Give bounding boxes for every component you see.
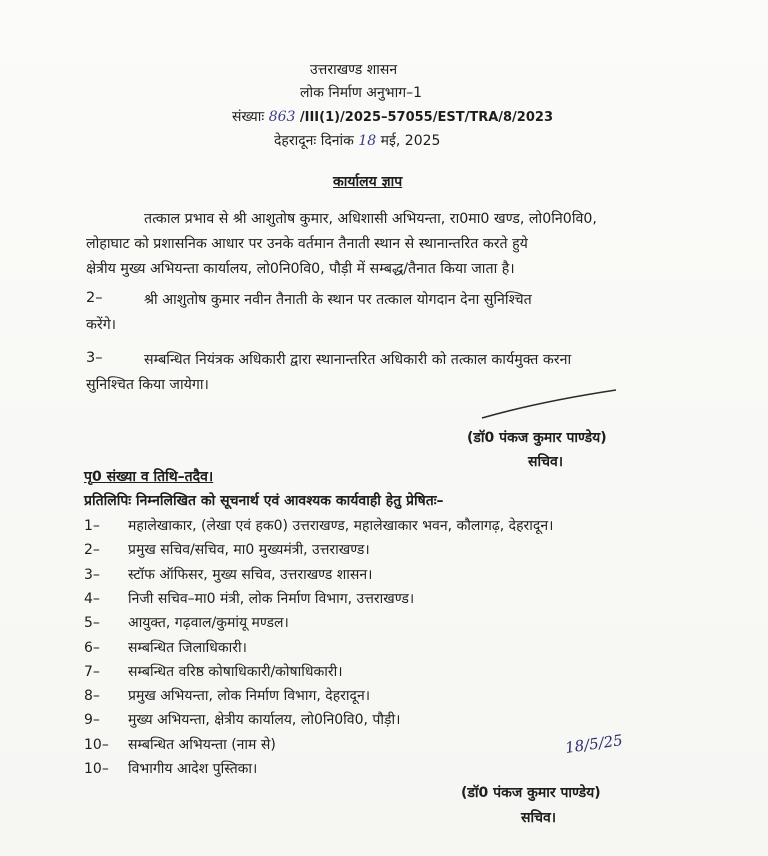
list-item-text: आयुक्त, गढ़वाल/कुमांयू मण्डल। [128, 615, 289, 632]
signatory-designation: सचिव। [521, 810, 557, 826]
list-item-number: 4– [84, 590, 100, 607]
paragraph-1-line: क्षेत्रीय मुख्य अभियन्ता कार्यालय, लो0नि0वि0, पौड़ी में सम्बद्ध/तैनात किया जाता है। [86, 261, 515, 277]
list-item [84, 565, 372, 584]
endorsement-reference: पृ0 संख्या व तिथि–तदैव। [84, 469, 214, 485]
signatory-designation: सचिव। [528, 454, 564, 470]
paragraph-1-line: तत्काल प्रभाव से श्री आशुतोष कुमार, अधिशासी अभियन्ता, रा0मा0 खण्ड, लो0नि0वि0, [144, 211, 597, 227]
paragraph-2-line: श्री आशुतोष कुमार नवीन तैनाती के स्थान पर तत्काल योगदान देना सुनिश्चित [144, 292, 532, 308]
list-item-text: सम्बन्धित वरिष्ठ कोषाधिकारी/कोषाधिकारी। [128, 663, 343, 680]
list-item-text: प्रमुख सचिव/सचिव, मा0 मुख्यमंत्री, उत्तराखण्ड। [128, 542, 370, 559]
list-item-number: 9– [84, 712, 100, 729]
date-handwritten: 18 [358, 133, 377, 149]
list-item [84, 662, 343, 681]
paragraph-2-line: करेंगे। [86, 317, 117, 333]
govt-heading: उत्तराखण्ड शासन [310, 62, 398, 78]
list-item [84, 735, 276, 754]
paragraph-2-number: 2– [86, 290, 103, 306]
list-item-text: प्रमुख अभियन्ता, लोक निर्माण विभाग, देहरादून। [128, 688, 371, 705]
paragraph-3-line: सम्बन्धित नियंत्रक अधिकारी द्वारा स्थानान्तरित अधिकारी को तत्काल कार्यमुक्त करना [144, 352, 572, 368]
list-item-number: 3– [84, 566, 100, 583]
list-item [84, 613, 289, 632]
list-item-number: 7– [84, 663, 100, 680]
list-item-number: 10– [84, 761, 109, 777]
page-title: कार्यालय ज्ञाप [333, 174, 403, 190]
list-item [84, 589, 414, 608]
number-handwritten: 863 [268, 109, 296, 125]
list-item [84, 638, 247, 657]
signatory-name: (डॉ0 पंकज कुमार पाण्डेय) [461, 785, 601, 801]
list-item [84, 516, 553, 535]
list-item-text: महालेखाकार, (लेखा एवं हक0) उत्तराखण्ड, महालेखाकार भवन, कौलागढ़, देहरादून। [128, 518, 554, 534]
list-item [84, 710, 400, 729]
list-item-number: 10– [84, 736, 109, 753]
list-item-number: 5– [84, 615, 100, 632]
list-item [84, 540, 370, 559]
paragraph-2 [86, 288, 532, 338]
section-heading: लोक निर्माण अनुभाग–1 [300, 85, 423, 101]
list-item-number: 6– [84, 639, 100, 656]
list-item-number: 8– [84, 688, 100, 705]
list-item-text: सम्बन्धित जिलाधिकारी। [128, 639, 247, 656]
list-item-text: सम्बन्धित अभियन्ता (नाम से) [128, 736, 276, 753]
paragraph-1 [86, 207, 597, 282]
number-label: संख्याः [232, 109, 265, 125]
paragraph-3-number: 3– [86, 350, 103, 366]
list-item [84, 686, 370, 705]
paragraph-3-line: सुनिश्चित किया जायेगा। [86, 377, 209, 393]
list-item-number: 1– [84, 518, 100, 534]
number-reference: /III(1)/2025–57055/EST/TRA/8/2023 [299, 110, 553, 125]
date-label: देहरादूनः दिनांक [274, 133, 354, 149]
list-item-text: निजी सचिव–मा0 मंत्री, लोक निर्माण विभाग, उत्तराखण्ड। [128, 590, 415, 607]
list-item [84, 759, 257, 778]
handwritten-initials-date: 18/5/25 [564, 731, 624, 757]
list-item-text: स्टॉफ ऑफिसर, मुख्य सचिव, उत्तराखण्ड शासन। [128, 566, 373, 583]
order-number [232, 107, 553, 126]
copy-to-heading: प्रतिलिपिः निम्नलिखित को सूचनार्थ एवं आवश्यक कार्यवाही हेतु प्रेषितः– [84, 493, 444, 509]
list-item-number: 2– [84, 542, 100, 559]
signature-stroke [480, 388, 620, 422]
date-rest: मई, 2025 [380, 133, 441, 149]
list-item-text: विभागीय आदेश पुस्तिका। [128, 761, 258, 777]
paragraph-1-line: लोहाघाट को प्रशासनिक आधार पर उनके वर्तमान तैनाती स्थान से स्थानान्तरित करते हुये [86, 236, 528, 252]
list-item-text: मुख्य अभियन्ता, क्षेत्रीय कार्यालय, लो0नि0वि0, पौड़ी। [128, 712, 401, 729]
signatory-name: (डॉ0 पंकज कुमार पाण्डेय) [467, 430, 607, 446]
order-date [274, 131, 440, 150]
